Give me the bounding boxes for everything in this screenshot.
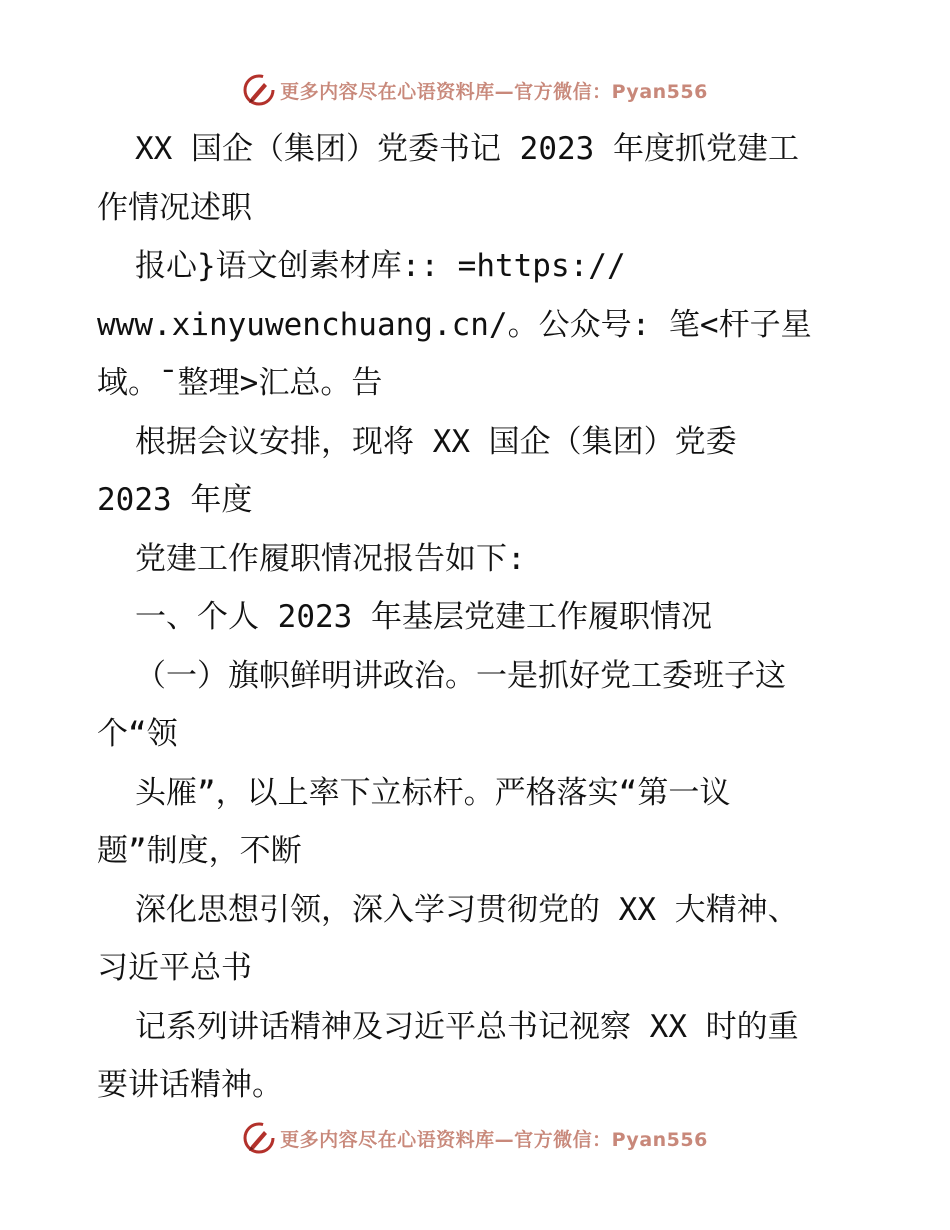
watermark-text: 更多内容尽在心语资料库—官方微信：Pyan556 [280,1128,708,1151]
document-line: 作情况述职 [97,189,252,226]
document-line: 记系列讲话精神及习近平总书记视察 XX 时的重 [135,1008,799,1045]
document-body [97,120,857,1115]
pen-logo-icon [242,73,276,107]
document-line: XX 国企（集团）党委书记 2023 年度抓党建工 [135,131,799,167]
watermark-banner-bottom [0,1118,950,1158]
document-line: 头雁”，以上率下立标杆。严格落实“第一议 [135,774,731,811]
document-line: 根据会议安排，现将 XX 国企（集团）党委 [135,423,737,460]
document-line: 报心}语文创素材库:: =https:// [135,248,626,284]
document-line: 域。¯整理>汇总。告 [97,365,383,401]
section-heading: 一、个人 2023 年基层党建工作履职情况 [135,599,712,635]
document-line: 党建工作履职情况报告如下: [135,540,526,577]
pen-logo-icon [242,1121,276,1155]
document-line: 个“领 [97,716,178,752]
watermark-text: 更多内容尽在心语资料库—官方微信：Pyan556 [280,80,708,103]
document-line: （一）旗帜鲜明讲政治。一是抓好党工委班子这 [135,657,786,694]
document-line: 习近平总书 [97,950,252,986]
document-line: 深化思想引领，深入学习贯彻党的 XX 大精神、 [135,891,799,928]
document-line: www.xinyuwenchuang.cn/。公众号: 笔<杆子星 [97,306,812,343]
document-line: 要讲话精神。 [97,1067,283,1103]
document-line: 题”制度，不断 [97,833,302,869]
document-line: 2023 年度 [97,482,253,518]
watermark-banner-top [0,70,950,110]
